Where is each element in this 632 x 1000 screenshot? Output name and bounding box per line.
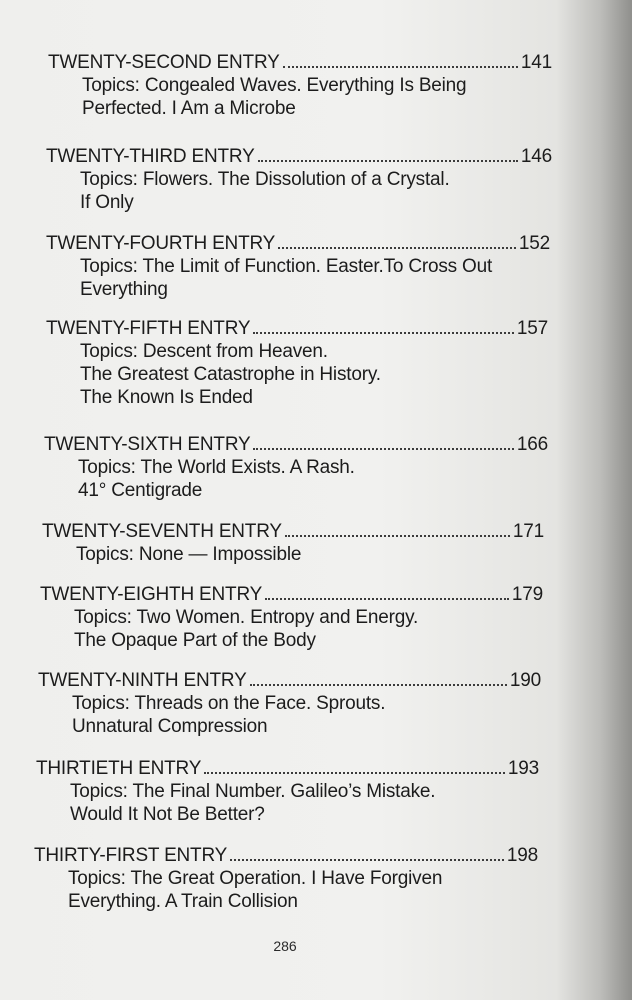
entry-page-number: 141 xyxy=(520,52,552,73)
toc-entry-twenty-sixth xyxy=(44,434,548,502)
entry-page-number: 152 xyxy=(518,233,550,254)
toc-entry-thirty-first xyxy=(34,845,538,913)
entry-page-number: 157 xyxy=(516,318,548,339)
topic-line: Would It Not Be Better? xyxy=(70,804,265,825)
entry-title: TWENTY-SIXTH ENTRY xyxy=(44,434,251,455)
entry-topics xyxy=(68,867,538,913)
dot-leader xyxy=(258,160,518,162)
topic-line: Topics: Descent from Heaven. xyxy=(80,341,328,362)
topic-line: Topics: The Limit of Function. Easter.To Cross Out xyxy=(80,256,493,277)
topic-line: Topics: Two Women. Entropy and Energy. xyxy=(74,607,419,628)
dot-leader xyxy=(285,535,510,537)
toc-entry-twenty-ninth xyxy=(38,670,541,738)
toc-entry-twenty-second xyxy=(48,52,552,120)
topic-line: Perfected. I Am a Microbe xyxy=(82,98,296,119)
entry-page-number: 171 xyxy=(512,521,544,542)
entry-page-number: 179 xyxy=(511,584,543,605)
entry-topics xyxy=(80,340,548,409)
entry-page-number: 166 xyxy=(516,434,548,455)
page-number-folio: 286 xyxy=(273,938,297,954)
entry-heading-line xyxy=(46,146,552,168)
topic-line: Unnatural Compression xyxy=(72,716,268,737)
entry-heading-line xyxy=(42,521,544,543)
topic-line: 41° Centigrade xyxy=(78,480,203,501)
dot-leader xyxy=(283,66,518,68)
entry-heading-line xyxy=(46,318,548,340)
entry-heading-line xyxy=(40,584,543,606)
entry-topics xyxy=(82,74,552,120)
entry-title: TWENTY-SEVENTH ENTRY xyxy=(42,521,282,542)
entry-topics xyxy=(70,780,539,826)
topic-line: Everything xyxy=(80,279,168,300)
entry-topics xyxy=(78,456,548,502)
entry-page-number: 198 xyxy=(506,845,538,866)
topic-line: Topics: Congealed Waves. Everything Is Being xyxy=(82,75,467,96)
dot-leader xyxy=(230,859,504,861)
topic-line: The Known Is Ended xyxy=(80,387,253,408)
topic-line: Everything. A Train Collision xyxy=(68,891,298,912)
dot-leader xyxy=(253,332,514,334)
toc-entry-twenty-seventh xyxy=(42,521,544,566)
entry-title: TWENTY-FIFTH ENTRY xyxy=(46,318,251,339)
dot-leader xyxy=(204,772,505,774)
entry-topics xyxy=(72,692,541,738)
entry-title: TWENTY-NINTH ENTRY xyxy=(38,670,247,691)
entry-page-number: 190 xyxy=(509,670,541,691)
entry-heading-line xyxy=(48,52,552,74)
entry-title: THIRTY-FIRST ENTRY xyxy=(34,845,228,866)
toc-entry-thirtieth xyxy=(36,758,539,826)
dot-leader xyxy=(265,598,509,600)
entry-heading-line xyxy=(34,845,538,867)
topic-line: Topics: Flowers. The Dissolution of a Crystal. xyxy=(80,169,450,190)
topic-line: If Only xyxy=(80,192,134,213)
entry-topics xyxy=(80,255,550,301)
topic-line: The Opaque Part of the Body xyxy=(74,630,316,651)
entry-topics xyxy=(76,543,544,566)
entry-page-number: 146 xyxy=(520,146,552,167)
topic-line: Topics: The Great Operation. I Have Forgiven xyxy=(68,868,443,889)
entry-heading-line xyxy=(46,233,550,255)
topic-line: Topics: Threads on the Face. Sprouts. xyxy=(72,693,386,714)
entry-title: TWENTY-THIRD ENTRY xyxy=(46,146,255,167)
dot-leader xyxy=(253,448,513,450)
dot-leader xyxy=(278,247,516,249)
toc-entry-twenty-third xyxy=(46,146,552,214)
entry-topics xyxy=(80,168,552,214)
toc-entry-twenty-eighth xyxy=(40,584,543,652)
entry-heading-line xyxy=(36,758,539,780)
toc-entry-twenty-fifth xyxy=(46,318,548,409)
topic-line: Topics: None — Impossible xyxy=(76,544,302,565)
entry-topics xyxy=(74,606,543,652)
entry-title: THIRTIETH ENTRY xyxy=(36,758,202,779)
entry-title: TWENTY-FOURTH ENTRY xyxy=(46,233,276,254)
entry-page-number: 193 xyxy=(507,758,539,779)
topic-line: Topics: The World Exists. A Rash. xyxy=(78,457,355,478)
entry-title: TWENTY-SECOND ENTRY xyxy=(48,52,280,73)
entry-title: TWENTY-EIGHTH ENTRY xyxy=(40,584,263,605)
entry-heading-line xyxy=(38,670,541,692)
toc-entry-twenty-fourth xyxy=(46,233,550,301)
topic-line: The Greatest Catastrophe in History. xyxy=(80,364,381,385)
dot-leader xyxy=(250,684,507,686)
entry-heading-line xyxy=(44,434,548,456)
topic-line: Topics: The Final Number. Galileo’s Mistake. xyxy=(70,781,436,802)
